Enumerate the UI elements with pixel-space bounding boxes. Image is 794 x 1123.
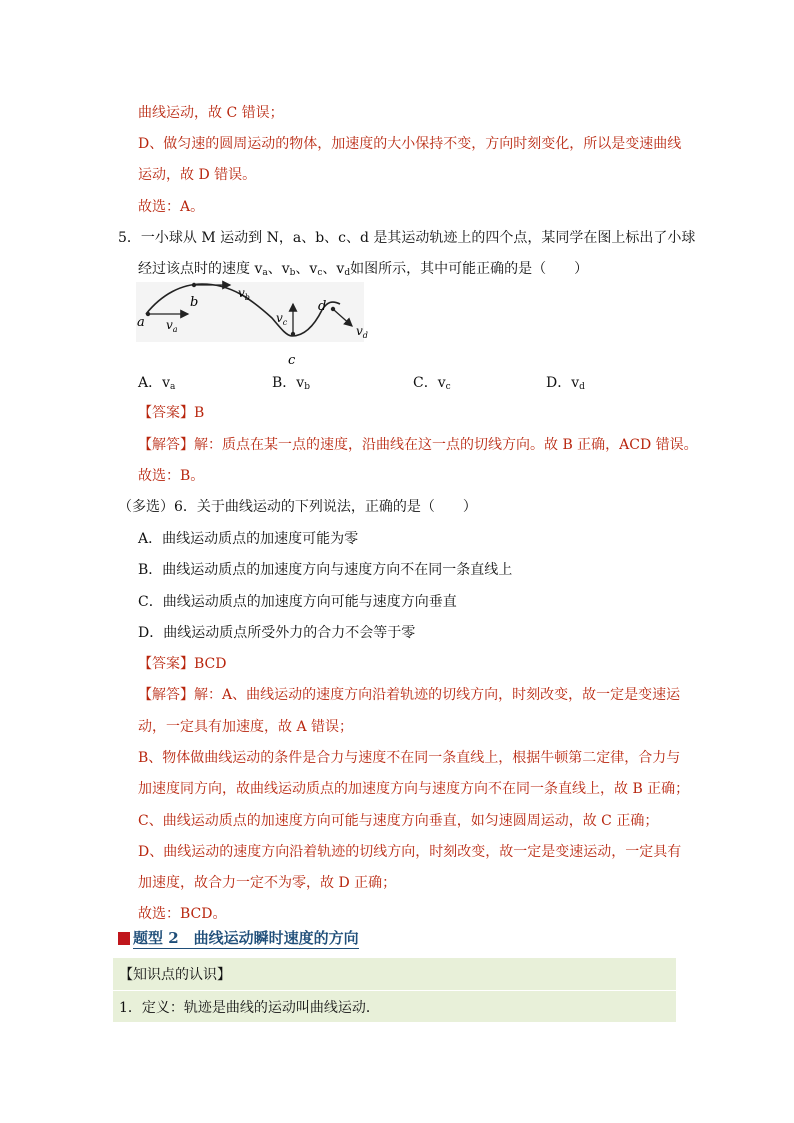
q4-final-answer: 故选：A。 (138, 199, 205, 215)
q6-stem: （多选）6．关于曲线运动的下列说法，正确的是（ ） (118, 499, 477, 515)
point-c-dot (291, 332, 295, 336)
q6-option-d: D．曲线运动质点所受外力的合力不会等于零 (138, 625, 416, 641)
q5-final-answer: 故选：B。 (138, 468, 205, 484)
section-marker (118, 932, 130, 945)
q6-analysis-line: D、曲线运动的速度方向沿着轨迹的切线方向，时刻改变，故一定是变速运动，一定具有 (138, 844, 682, 860)
velocity-label-a: $v_a$ (166, 318, 178, 334)
knowledge-definition: 1．定义：轨迹是曲线的运动叫曲线运动． (119, 1000, 380, 1016)
knowledge-box (113, 958, 676, 1022)
q6-analysis-line: B、物体做曲线运动的条件是合力与速度不在同一条直线上，根据牛顿第二定律，合力与 (138, 750, 681, 766)
point-d-label: d (318, 299, 327, 314)
q4-line: D、做匀速的圆周运动的物体，加速度的大小保持不变，方向时刻变化，所以是变速曲线 (138, 136, 682, 152)
q5-option-c: C．$v_c$ (413, 375, 451, 392)
point-a-dot (146, 312, 150, 316)
point-c-label: c (288, 353, 296, 368)
q6-analysis-line: 动，一定具有加速度，故 A 错误； (138, 719, 354, 735)
point-b-label: b (190, 295, 199, 310)
q4-line: 运动，故 D 错误。 (138, 167, 257, 183)
point-a-label: a (137, 315, 145, 330)
q6-analysis-line: 【解答】解：A、曲线运动的速度方向沿着轨迹的切线方向，时刻改变，故一定是变速运 (138, 687, 681, 703)
section-title: 题型 2 曲线运动瞬时速度的方向 (133, 929, 359, 947)
q4-line: 曲线运动，故 C 错误； (138, 105, 284, 121)
q5-option-b: B．$v_b$ (272, 375, 310, 392)
knowledge-divider (113, 990, 676, 991)
velocity-label-c: $v_c$ (276, 311, 288, 327)
q6-option-a: A．曲线运动质点的加速度可能为零 (138, 531, 359, 547)
point-b-dot (192, 283, 196, 287)
q6-option-c: C．曲线运动质点的加速度方向可能与速度方向垂直 (138, 594, 457, 610)
q5-stem: 5．一小球从 M 运动到 N，a、b、c、d 是其运动轨迹上的四个点，某同学在图上标出了小球 (118, 230, 696, 246)
figure-background (136, 282, 364, 342)
point-d-dot (331, 307, 335, 311)
q5-option-a: A．$v_a$ (138, 375, 176, 392)
q5-analysis: 【解答】解：质点在某一点的速度，沿曲线在这一点的切线方向。故 B 正确，ACD 错误。 (138, 437, 698, 453)
q6-analysis-line: C、曲线运动质点的加速度方向可能与速度方向垂直，如匀速圆周运动，故 C 正确； (138, 813, 659, 829)
knowledge-heading: 【知识点的认识】 (119, 967, 231, 983)
q5-answer: 【答案】B (138, 405, 205, 421)
q6-answer: 【答案】BCD (138, 656, 227, 672)
velocity-label-d: $v_d$ (356, 324, 368, 340)
q6-analysis-line: 加速度同方向，故曲线运动质点的加速度方向与速度方向不在同一条直线上，故 B 正确； (138, 781, 690, 797)
velocity-label-b: $v_b$ (238, 286, 250, 302)
q6-analysis-line: 加速度，故合力一定不为零，故 D 正确； (138, 875, 397, 891)
q5-stem-line2: 经过该点时的速度 $v_a$、$v_b$、$v_c$、$v_d$如图所示，其中可能正确的是（ ） (138, 261, 589, 278)
trajectory-figure (132, 280, 372, 370)
q5-option-d: D．$v_d$ (546, 375, 585, 392)
q6-option-b: B．曲线运动质点的加速度方向与速度方向不在同一条直线上 (138, 562, 513, 578)
q6-final-answer: 故选：BCD。 (138, 906, 227, 922)
